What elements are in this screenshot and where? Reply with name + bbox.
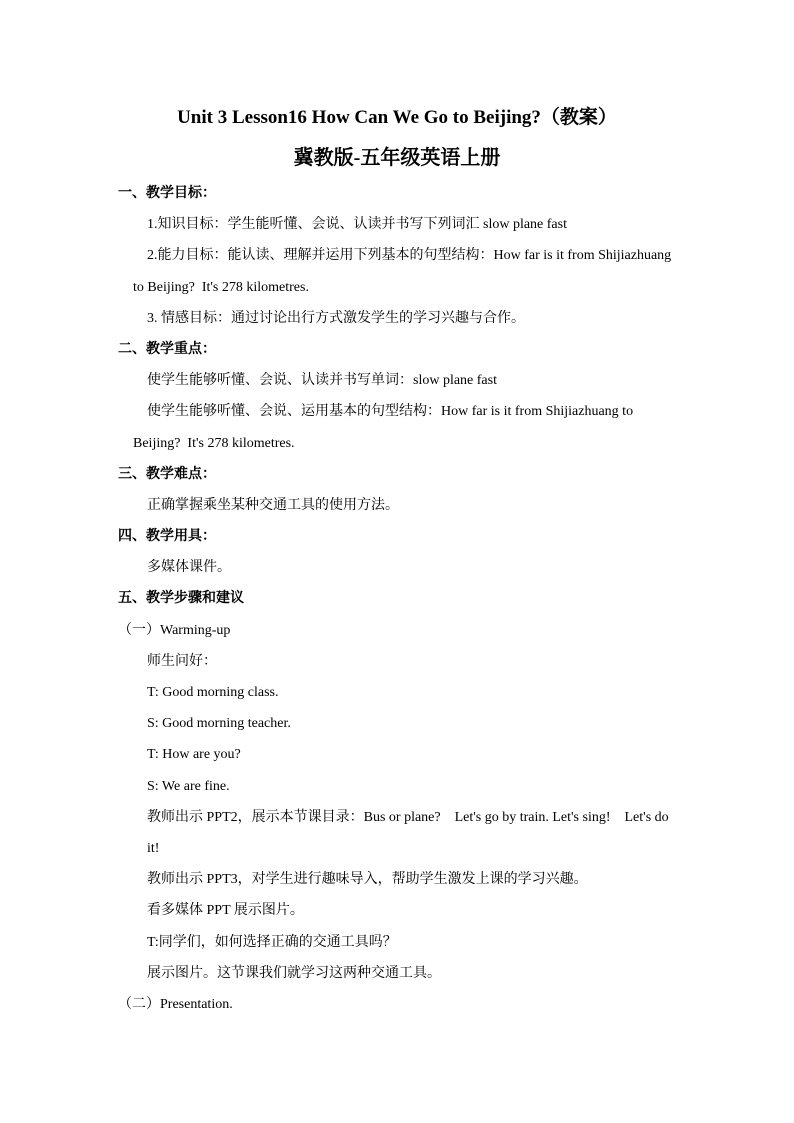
warm-up-line: T: Good morning class. xyxy=(147,685,279,700)
objective-knowledge: 1.知识目标：学生能听懂、会说、认读并书写下列词汇 slow plane fast xyxy=(147,217,567,233)
warm-up-line: T:同学们，如何选择正确的交通工具吗？ xyxy=(147,934,397,950)
warm-up-line: 看多媒体 PPT 展示图片。 xyxy=(147,903,304,919)
section-heading-objectives: 一、教学目标： xyxy=(118,186,216,201)
warm-up-line: 师生问好： xyxy=(147,653,217,669)
difficulty-line: 正确掌握乘坐某种交通工具的使用方法。 xyxy=(147,497,399,513)
document-subtitle: 冀教版-五年级英语上册 xyxy=(293,147,501,169)
subsection-heading-presentation: （二）Presentation. xyxy=(118,996,233,1012)
key-point-line-continued: Beijing? It's 278 kilometres. xyxy=(133,435,295,451)
section-heading-key-points: 二、教学重点： xyxy=(118,341,216,357)
warm-up-line: S: Good morning teacher. xyxy=(147,716,291,732)
warm-up-line: S: We are fine. xyxy=(147,778,230,794)
document-body xyxy=(0,178,794,1020)
section-heading-procedure: 五、教学步骤和建议 xyxy=(118,591,244,607)
key-point-line: 使学生能够听懂、会说、运用基本的句型结构：How far is it from Shijiazhuang to xyxy=(147,404,634,420)
objective-emotion: 3. 情感目标：通过讨论出行方式激发学生的学习兴趣与合作。 xyxy=(147,310,525,326)
warm-up-line: 教师出示 PPT3，对学生进行趣味导入，帮助学生激发上课的学习兴趣。 xyxy=(147,872,588,888)
objective-ability-continued: to Beijing? It's 278 kilometres. xyxy=(133,279,309,295)
warm-up-line: 展示图片。这节课我们就学习这两种交通工具。 xyxy=(147,965,441,981)
teaching-aid-line: 多媒体课件。 xyxy=(147,560,231,576)
warm-up-line-continued: it! xyxy=(147,840,160,856)
key-point-line: 使学生能够听懂、会说、认读并书写单词：slow plane fast xyxy=(147,373,497,389)
objective-ability: 2.能力目标：能认读、理解并运用下列基本的句型结构：How far is it from Shijiazhuang xyxy=(147,248,672,264)
section-heading-difficulties: 三、教学难点： xyxy=(118,466,216,482)
subsection-heading-warm-up: （一）Warming-up xyxy=(118,622,231,638)
warm-up-line: T: How are you? xyxy=(147,747,241,763)
warm-up-line: 教师出示 PPT2，展示本节课目录：Bus or plane? Let's go by train. Let's sing! Let's do xyxy=(147,809,669,825)
document-title: Unit 3 Lesson16 How Can We Go to Beijing?（教案） xyxy=(177,107,617,128)
section-heading-teaching-aids: 四、教学用具： xyxy=(118,529,216,545)
